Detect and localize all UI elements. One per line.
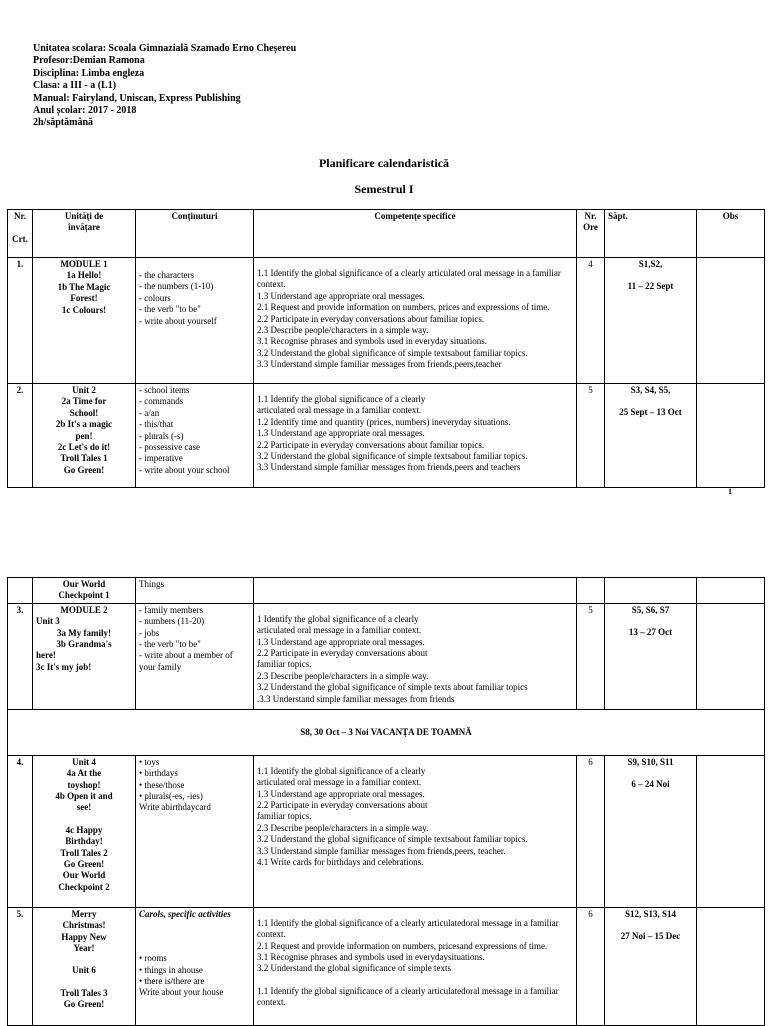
hours-per-week-line: 2h/săptămână [33, 117, 94, 129]
hours-cell: 5 [577, 603, 605, 709]
row-number [8, 578, 33, 604]
row-number: 5. [8, 907, 33, 1025]
obs-cell [697, 907, 765, 1025]
school-year-line: Anul școlar: 2017 - 2018 [33, 105, 137, 117]
document-title: Planificare calendaristică [318, 156, 450, 170]
hours-cell: 5 [577, 384, 605, 488]
weeks-cell [605, 578, 697, 604]
obs-cell [697, 258, 765, 384]
page-number: 1 [728, 487, 732, 496]
competences-cell: 1 Identify the global significance of a clearly articulated oral message in a familiar context. 1.3 Understand age appropriate oral messages. 2.2 Participate in everyday conversations about familiar topics. 2.3 Describe people/characters in a simple way. 3.2 Understand the global significance of simple texts about familiar topics .3.3 Understand simple familiar messages from friends [254, 603, 577, 709]
table-row [8, 578, 765, 604]
learning-unit-cell: Unit 4 4a At the toyshop! 4b Open it and see! 4c Happy Birthday! Troll Tales 2 Go Green! Our World Checkpoint 2 [33, 755, 136, 907]
competences-cell: 1.1 Identify the global significance of a clearly articulated oral message in a familiar context. 1.3 Understand age appropriate oral messages. 2.2 Participate in everyday conversations about familiar topics. 2.3 Describe people/characters in a simple way. 3.2 Understand the global significance of simple textsabout familiar topics. 3.3 Understand simple familiar messages from friends,peers, teacher. 4.1 Write cards for birthdays and celebrations. [254, 755, 577, 907]
row-number: 3. [8, 603, 33, 709]
row-number: 4. [8, 755, 33, 907]
discipline-line: Disciplina: Limba engleza [33, 67, 145, 79]
contents-cell: - school items - commands - a/an - this/that - plurals (-s) - possessive case - imperative - write about your school [136, 384, 254, 488]
competences-cell: 1.1 Identify the global significance of a clearly articulatedoral message in a familiar context. 2.1 Request and provide information on numbers, pricesand expressions of time. 3.1 Recognise phrases and symbols used in everydaysituations. 3.2 Understand the global significance of simple texts 1.1 Identify the global significance of a clearly articulatedoral message in a familiar context. [254, 907, 577, 1025]
obs-cell [697, 384, 765, 488]
table-header-row [8, 210, 765, 258]
header-contents: Conținuturi [136, 210, 254, 258]
obs-cell [697, 578, 765, 604]
learning-unit-cell: Our World Checkpoint 1 [33, 578, 136, 604]
contents-cell: Things [136, 578, 254, 604]
autumn-vacation-banner: S8, 30 Oct – 3 Noi VACANȚA DE TOAMNĂ [8, 709, 765, 755]
semester-title: Semestrul I [354, 182, 414, 196]
learning-unit-cell: MODULE 1 1a Hello! 1b The Magic Forest! 1c Colours! [33, 258, 136, 384]
header-nr: Nr. Crt. [8, 210, 33, 258]
weeks-cell: S3, S4, S5, 25 Sept – 13 Oct [605, 384, 697, 488]
competences-cell [254, 578, 577, 604]
table-row [8, 603, 765, 709]
hours-cell: 4 [577, 258, 605, 384]
learning-unit-cell: Merry Christmas! Happy New Year! Unit 6 Troll Tales 3 Go Green! [33, 907, 136, 1025]
planning-table-page-2 [7, 577, 765, 1026]
row-number: 1. [8, 258, 33, 384]
table-row [8, 755, 765, 907]
table-row [8, 258, 765, 384]
header-weeks: Săpt. [605, 210, 697, 258]
contents-cell: - family members - numbers (11-20) - jobs - the verb "to be" - write about a member of your family [136, 603, 254, 709]
vacation-row [8, 709, 765, 755]
header-competences: Competențe specifice [254, 210, 577, 258]
weeks-cell: S9, S10, S11 6 – 24 Noi [605, 755, 697, 907]
document-header [33, 43, 296, 130]
obs-cell [697, 755, 765, 907]
contents-cell: • toys • birthdays • these/those • plurals(-es, -ies) Write abirthdaycard [136, 755, 254, 907]
planning-table-page-1 [7, 209, 765, 488]
weeks-cell: S5, S6, S7 13 – 27 Oct [605, 603, 697, 709]
learning-unit-cell: MODULE 2 Unit 3 3a My family! 3b Grandma's here! 3c It's my job! [33, 603, 136, 709]
teacher-line: Profesor:Demian Ramona [33, 55, 145, 67]
class-line: Clasa: a III - a (L1) [33, 80, 117, 92]
obs-cell [697, 603, 765, 709]
header-hours: Nr. Ore [577, 210, 605, 258]
header-units: Unități de învățare [33, 210, 136, 258]
contents-cell: - the characters - the numbers (1-10) - colours - the verb "to be" - write about yourself [136, 258, 254, 384]
table-row [8, 384, 765, 488]
competences-cell: 1.1 Identify the global significance of a clearly articulated oral message in a familiar context. 1.3 Understand age appropriate oral messages. 2.1 Request and provide information on numbers, prices and expressions of time. 2.2 Participate in everyday conversations about familiar topics. 2.3 Describe people/characters in a simple way. 3.1 Recognise phrases and symbols used in everyday situations. 3.2 Understand the global significance of simple textsabout familiar topics. 3.3 Understand simple familiar messages from friends,peers,teacher [254, 258, 577, 384]
hours-cell [577, 578, 605, 604]
textbook-line: Manual: Fairyland, Uniscan, Express Publishing [33, 92, 241, 104]
header-obs: Obs [697, 210, 765, 258]
table-row [8, 907, 765, 1025]
learning-unit-cell: Unit 2 2a Time for School! 2b It's a magic pen! 2c Let's do it! Troll Tales 1 Go Green! [33, 384, 136, 488]
weeks-cell: S12, S13, S14 27 Noi – 15 Dec [605, 907, 697, 1025]
competences-cell: 1.1 Identify the global significance of a clearly articulated oral message in a familiar context. 1.2 Identify time and quantity (prices, numbers) ineveryday situations. 1.3 Understand age appropriate oral messages. 2.2 Participate in everyday conversations about familiar topics. 3.2 Understand the global significance of simple textsabout familiar topics. 3.3 Understand simple familiar messages from friends,peers and teachers [254, 384, 577, 488]
contents-cell: Carols, specific activities • rooms • things in ahouse • there is/there are Write about your house [136, 907, 254, 1025]
weeks-cell: S1,S2, 11 – 22 Sept [605, 258, 697, 384]
school-line: Unitatea scolara: Scoala Gimnazială Szamado Erno Cheșereu [33, 43, 297, 54]
row-number: 2. [8, 384, 33, 488]
hours-cell: 6 [577, 907, 605, 1025]
hours-cell: 6 [577, 755, 605, 907]
